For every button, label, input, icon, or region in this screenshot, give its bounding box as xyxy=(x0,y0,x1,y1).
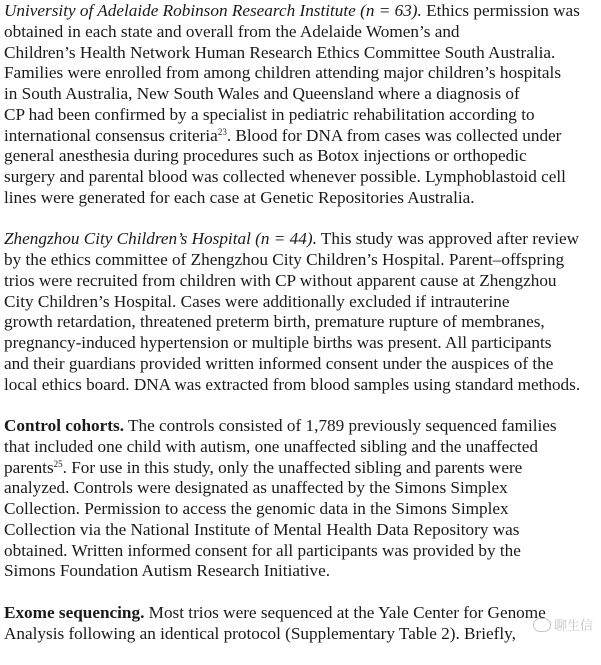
text-line: in South Australia, New South Wales and Queensland where a diagnosis of xyxy=(4,84,520,103)
text: . For use in this study, only the unaffected sibling and parents were xyxy=(62,457,523,477)
section-heading: Control cohorts. xyxy=(4,416,124,435)
watermark xyxy=(533,615,593,634)
text: parents xyxy=(4,457,54,477)
text-line: and their guardians provided written informed consent under the auspices of the xyxy=(4,353,554,373)
citation-ref[interactable]: 25 xyxy=(53,458,63,469)
paragraph-exome-sequencing xyxy=(4,603,580,645)
section-heading: Zhengzhou City Children’s Hospital (n = 44). xyxy=(4,229,317,249)
document-body xyxy=(4,1,580,665)
text-line: CP had been confirmed by a specialist in pediatric rehabilitation according to xyxy=(4,104,535,124)
text-line: trios were recruited from children with CP without apparent cause at Zhengzhou xyxy=(4,270,557,290)
text-line: general anesthesia during procedures such as Botox injections or orthopedic xyxy=(4,146,527,166)
text-line: Families were enrolled from among children attending major children’s hospitals xyxy=(4,63,562,83)
text-line: lines were generated for each case at Genetic Repositories Australia. xyxy=(4,187,475,207)
paragraph-adelaide xyxy=(4,1,580,209)
text-line xyxy=(4,603,580,624)
text-line: obtained. Written informed consent for all participants was provided by the xyxy=(4,540,521,560)
text-line: Children’s Health Network Human Research Ethics Committee South Australia. xyxy=(4,42,556,62)
text-line: Collection. Permission to access the genomic data in the Simons Simplex xyxy=(4,499,509,518)
text: Ethics permission was xyxy=(421,1,580,20)
paragraph-control-cohorts xyxy=(4,416,580,582)
text-line: Collection via the National Institute of Mental Health Data Repository was xyxy=(4,519,520,539)
text: This study was approved after review xyxy=(316,229,580,249)
text-line xyxy=(4,229,580,250)
text-line: pregnancy-induced hypertension or multiple births was present. All participants xyxy=(4,333,552,352)
text-line xyxy=(4,416,580,437)
text-line: Analysis following an identical protocol (Supplementary Table 2). Briefly, xyxy=(4,623,516,643)
text-line: local ethics board. DNA was extracted from blood samples using standard methods. xyxy=(4,374,581,394)
text-line: growth retardation, threatened preterm birth, premature rupture of membranes, xyxy=(4,312,545,332)
text: Most trios were sequenced at the Yale Center for Genome xyxy=(144,602,546,622)
text-line: surgery and parental blood was collected whenever possible. Lymphoblastoid cell xyxy=(4,167,566,186)
text-line xyxy=(4,126,580,147)
citation-ref[interactable]: 23 xyxy=(217,126,227,137)
text: . Blood for DNA from cases was collected under xyxy=(226,125,562,145)
text-line xyxy=(4,458,580,479)
text-line: Simons Foundation Autism Research Initiative. xyxy=(4,561,331,581)
text-line: City Children’s Hospital. Cases were additionally excluded if intrauterine xyxy=(4,291,510,311)
watermark-text: 聊生信 xyxy=(553,619,593,634)
wechat-logo-icon xyxy=(533,618,551,632)
paragraph-zhengzhou xyxy=(4,229,580,395)
text-line: analyzed. Controls were designated as unaffected by the Simons Simplex xyxy=(4,478,508,498)
text: The controls consisted of 1,789 previously sequenced families xyxy=(124,416,557,435)
text-line: by the ethics committee of Zhengzhou City Children’s Hospital. Parent–offspring xyxy=(4,250,565,269)
text: international consensus criteria xyxy=(4,125,218,145)
text-line: obtained in each state and overall from the Adelaide Women’s and xyxy=(4,21,460,41)
text-line: that included one child with autism, one unaffected sibling and the unaffected xyxy=(4,436,538,456)
text-line xyxy=(4,1,580,22)
section-heading: University of Adelaide Robinson Research Institute (n = 63). xyxy=(4,1,422,20)
section-heading: Exome sequencing. xyxy=(4,602,145,622)
